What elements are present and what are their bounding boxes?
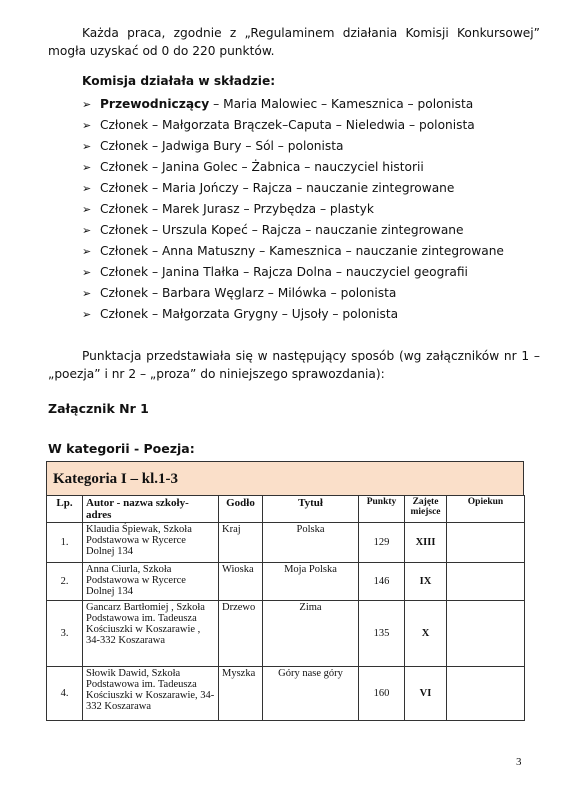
header-tytul: Tytuł	[263, 496, 359, 523]
member-role: Członek	[100, 202, 149, 216]
cell-opiekun	[447, 601, 525, 667]
member-role: Przewodniczący	[100, 97, 210, 111]
cell-godlo: Myszka	[219, 667, 263, 721]
member-role: Członek	[100, 307, 149, 321]
header-opiekun: Opiekun	[447, 496, 525, 523]
member-role: Członek	[100, 118, 149, 132]
committee-member	[82, 115, 504, 136]
cell-miejsce: X	[405, 601, 447, 667]
cell-autor: Anna Ciurla, Szkoła Podstawowa w Rycerce Dolnej 134	[83, 563, 219, 601]
cell-miejsce: IX	[405, 563, 447, 601]
member-details: – Małgorzata Grygny – Ujsoły – polonista	[148, 307, 399, 321]
cell-punkty: 129	[359, 523, 405, 563]
arrow-bullet-icon: ➢	[82, 140, 92, 153]
table-group-title: Kategoria I – kl.1-3	[46, 461, 524, 495]
member-role: Członek	[100, 223, 149, 237]
cell-godlo: Wioska	[219, 563, 263, 601]
member-details: – Maria Malowiec – Kamesznica – polonista	[209, 97, 474, 111]
member-details: – Jadwiga Bury – Sól – polonista	[148, 139, 344, 153]
cell-autor: Klaudia Śpiewak, Szkoła Podstawowa w Rycerce Dolnej 134	[83, 523, 219, 563]
committee-title: Komisja działała w składzie:	[82, 74, 276, 88]
member-role: Członek	[100, 286, 149, 300]
cell-lp: 2.	[47, 563, 83, 601]
cell-tytul: Zima	[263, 601, 359, 667]
member-details: – Janina Tlałka – Rajcza Dolna – nauczyciel geografii	[148, 265, 468, 279]
cell-lp: 4.	[47, 667, 83, 721]
cell-opiekun	[447, 563, 525, 601]
cell-lp: 3.	[47, 601, 83, 667]
committee-member	[82, 220, 504, 241]
arrow-bullet-icon: ➢	[82, 119, 92, 132]
member-details: – Anna Matuszny – Kamesznica – nauczanie zintegrowane	[148, 244, 504, 258]
cell-opiekun	[447, 667, 525, 721]
member-details: – Małgorzata Brączek–Caputa – Nieledwia – polonista	[148, 118, 475, 132]
cell-lp: 1.	[47, 523, 83, 563]
member-role: Członek	[100, 181, 149, 195]
arrow-bullet-icon: ➢	[82, 224, 92, 237]
cell-godlo: Kraj	[219, 523, 263, 563]
member-details: – Maria Jończy – Rajcza – nauczanie zintegrowane	[148, 181, 455, 195]
results-table	[46, 495, 525, 721]
table-row	[47, 601, 525, 667]
committee-member	[82, 94, 504, 115]
committee-member	[82, 262, 504, 283]
header-autor: Autor - nazwa szkoły- adres	[83, 496, 219, 523]
member-details: – Janina Golec – Żabnica – nauczyciel historii	[148, 160, 424, 174]
arrow-bullet-icon: ➢	[82, 161, 92, 174]
table-row	[47, 563, 525, 601]
cell-autor: Gancarz Bartłomiej , Szkoła Podstawowa im. Tadeusza Kościuszki w Koszarawie , 34-332 Koszarawa	[83, 601, 219, 667]
cell-miejsce: XIII	[405, 523, 447, 563]
category-title: W kategorii - Poezja:	[48, 441, 195, 456]
results-table-wrapper	[46, 461, 524, 721]
cell-tytul: Polska	[263, 523, 359, 563]
committee-member	[82, 178, 504, 199]
arrow-bullet-icon: ➢	[82, 245, 92, 258]
table-row	[47, 523, 525, 563]
cell-miejsce: VI	[405, 667, 447, 721]
member-details: – Urszula Kopeć – Rajcza – nauczanie zintegrowane	[148, 223, 464, 237]
arrow-bullet-icon: ➢	[82, 308, 92, 321]
page-number: 3	[516, 756, 522, 768]
header-lp: Lp.	[47, 496, 83, 523]
table-row	[47, 667, 525, 721]
scoring-paragraph: Punktacja przedstawiała się w następujący sposób (wg załączników nr 1 – „poezja” i nr 2 – „proza” do niniejszego sprawozdania):	[48, 349, 540, 381]
member-role: Członek	[100, 265, 149, 279]
arrow-bullet-icon: ➢	[82, 182, 92, 195]
attachment-title: Załącznik Nr 1	[48, 401, 149, 416]
arrow-bullet-icon: ➢	[82, 98, 92, 111]
committee-member	[82, 241, 504, 262]
header-miejsce: Zajęte miejsce	[405, 496, 447, 523]
cell-godlo: Drzewo	[219, 601, 263, 667]
arrow-bullet-icon: ➢	[82, 266, 92, 279]
cell-tytul: Góry nase góry	[263, 667, 359, 721]
arrow-bullet-icon: ➢	[82, 287, 92, 300]
table-header-row	[47, 496, 525, 523]
cell-autor: Słowik Dawid, Szkoła Podstawowa im. Tadeusza Kościuszki w Koszarawie, 34-332 Koszarawa	[83, 667, 219, 721]
intro-paragraph: Każda praca, zgodnie z „Regulaminem działania Komisji Konkursowej” mogła uzyskać od 0 do 220 punktów.	[48, 26, 540, 58]
committee-member	[82, 283, 504, 304]
committee-list	[82, 94, 504, 325]
header-godlo: Godło	[219, 496, 263, 523]
member-details: – Barbara Węglarz – Milówka – polonista	[148, 286, 397, 300]
arrow-bullet-icon: ➢	[82, 203, 92, 216]
cell-tytul: Moja Polska	[263, 563, 359, 601]
header-punkty: Punkty	[359, 496, 405, 523]
member-role: Członek	[100, 139, 149, 153]
member-details: – Marek Jurasz – Przybędza – plastyk	[148, 202, 374, 216]
member-role: Członek	[100, 160, 149, 174]
cell-punkty: 135	[359, 601, 405, 667]
committee-member	[82, 304, 504, 325]
member-role: Członek	[100, 244, 149, 258]
committee-member	[82, 136, 504, 157]
cell-opiekun	[447, 523, 525, 563]
committee-member	[82, 199, 504, 220]
committee-member	[82, 157, 504, 178]
cell-punkty: 146	[359, 563, 405, 601]
cell-punkty: 160	[359, 667, 405, 721]
